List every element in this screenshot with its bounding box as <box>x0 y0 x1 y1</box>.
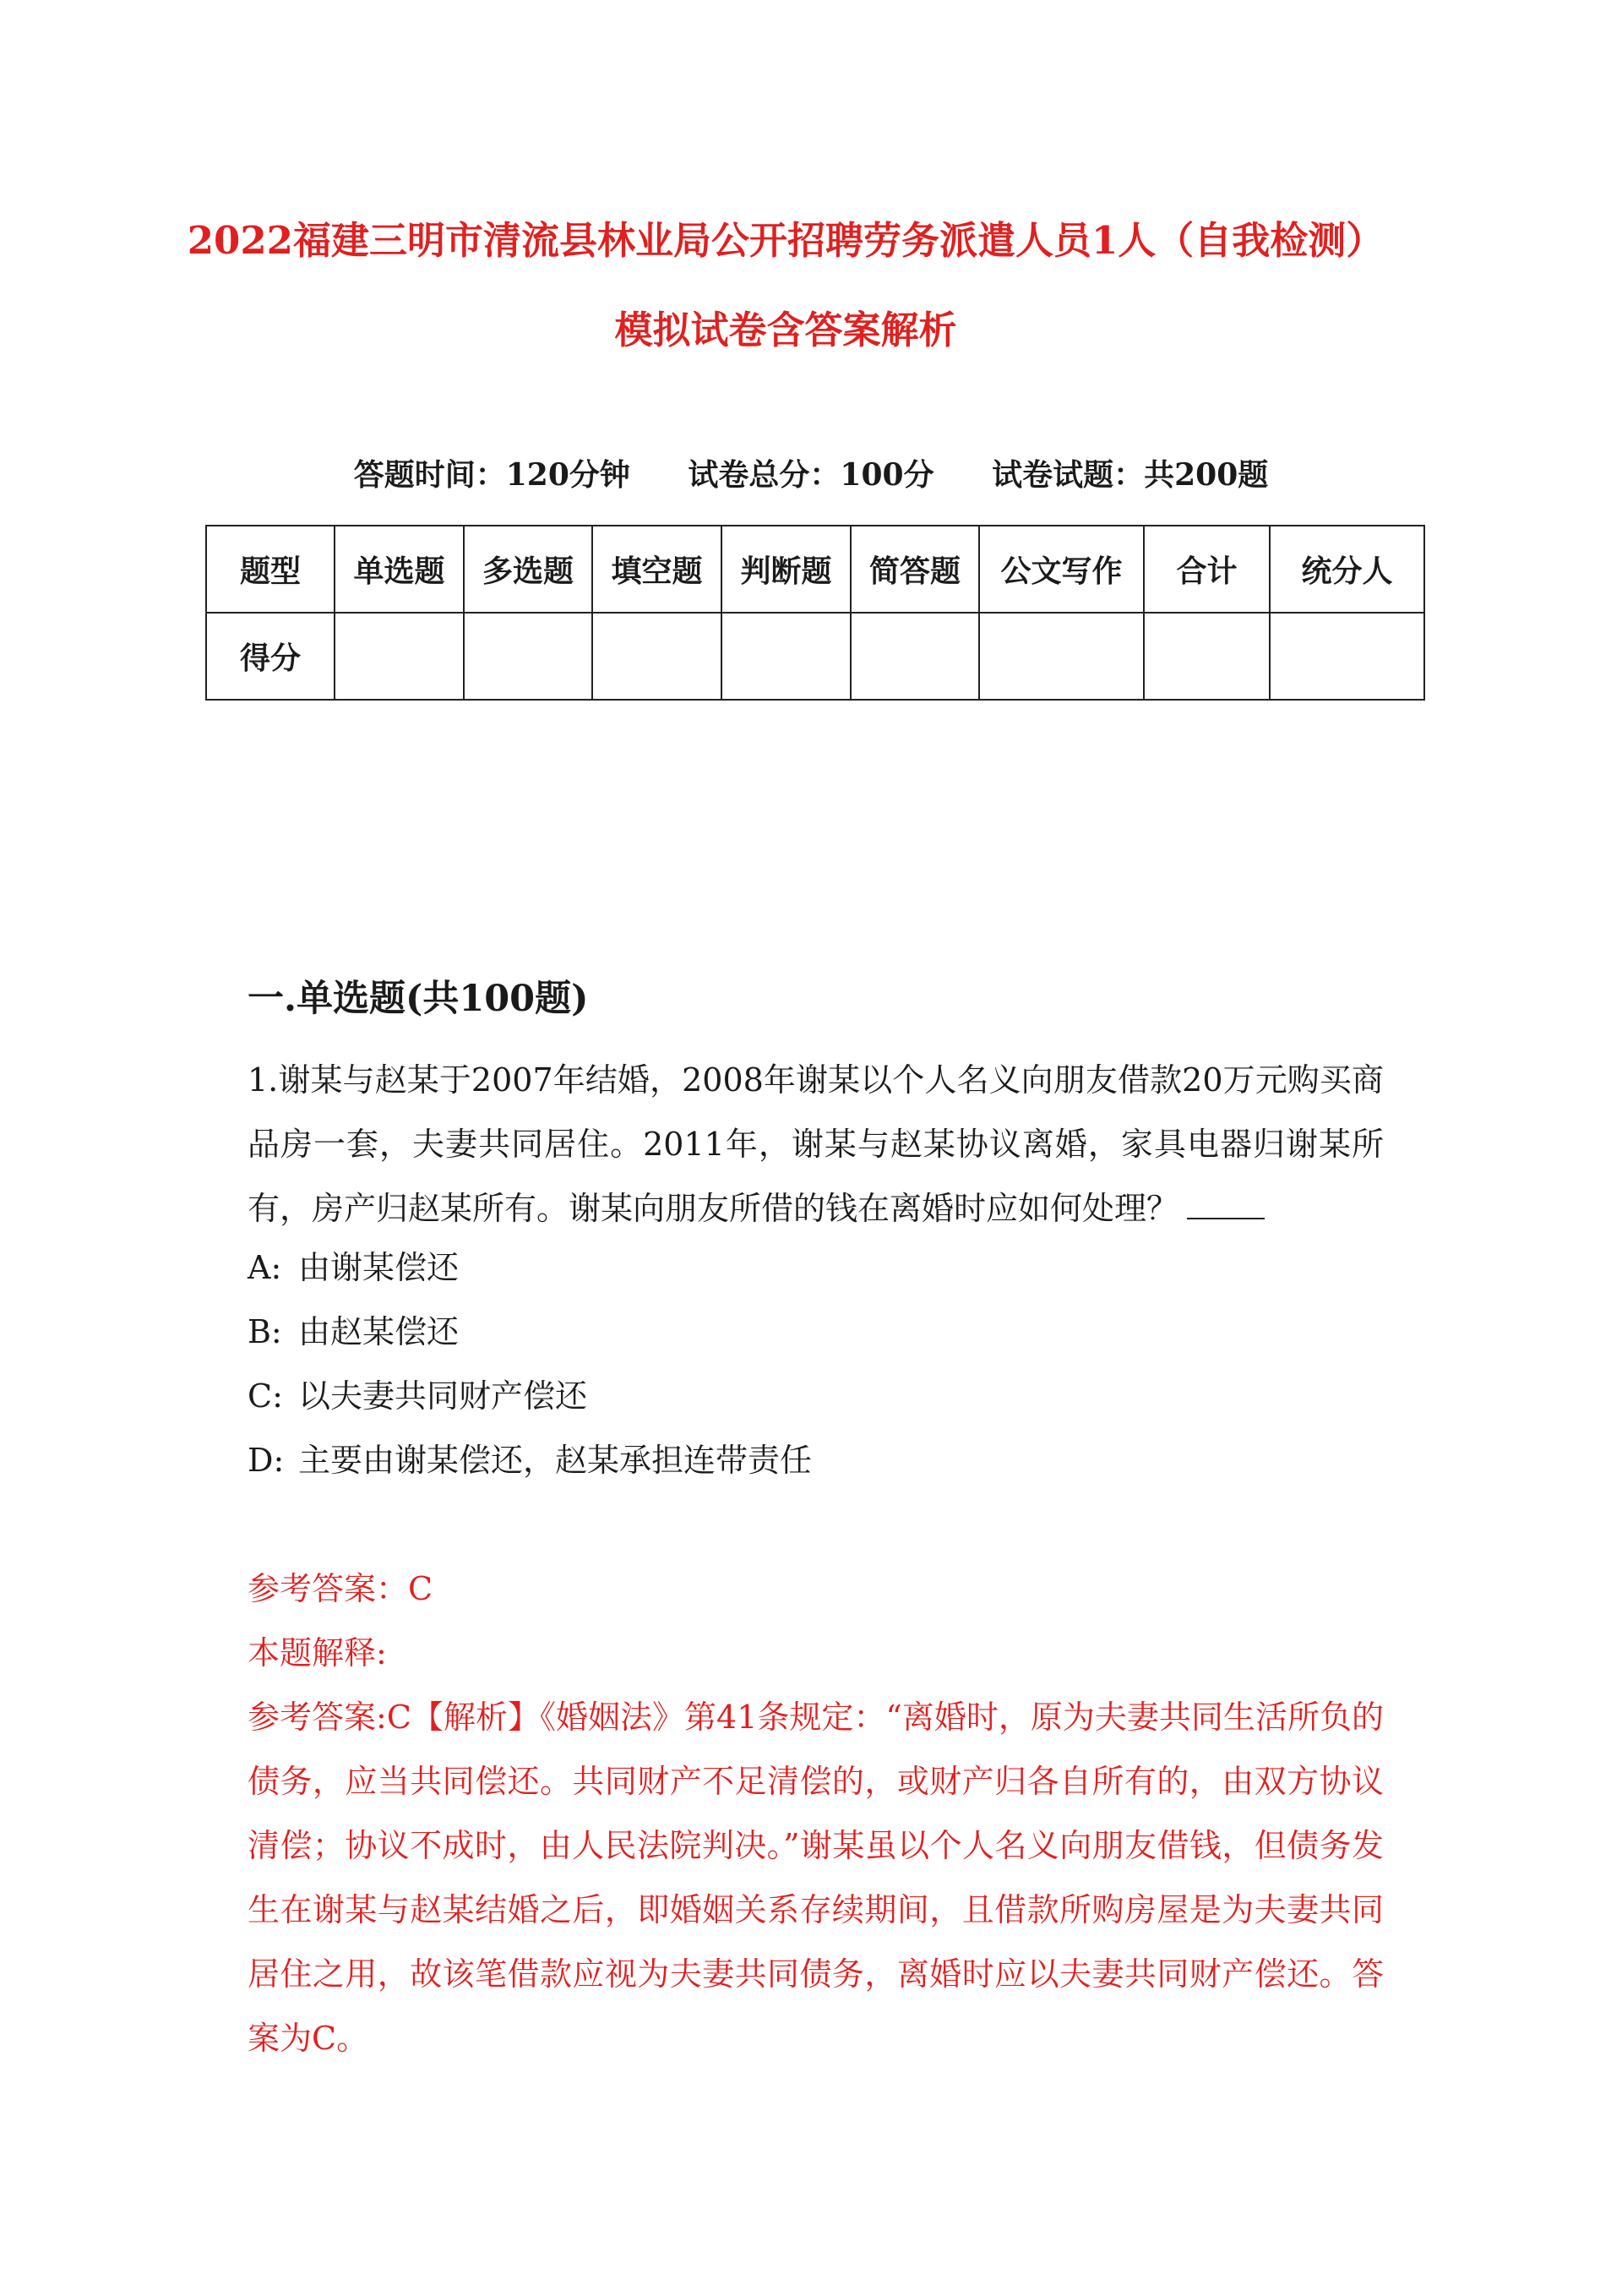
option-text: 由谢某偿还 <box>298 1249 460 1286</box>
table-header-cell: 统分人 <box>1270 526 1424 613</box>
score-cell <box>335 613 464 700</box>
option-text: 由赵某偿还 <box>298 1313 460 1350</box>
table-header-cell: 题型 <box>206 526 335 613</box>
question-body: 谢某与赵某于2007年结婚，2008年谢某以个人名义向朋友借款20万元购买商品房一套，夫妻共同居住。2011年，谢某与赵某协议离婚，家具电器归谢某所有，房产归赵某所有。谢某向朋友所借的钱在离婚时应如何处理？ <box>248 1061 1384 1227</box>
explanation-label: 本题解释: <box>248 1634 387 1672</box>
option-c <box>248 1364 812 1428</box>
score-cell <box>979 613 1144 700</box>
option-a <box>248 1235 812 1300</box>
question-text <box>248 1048 1384 1241</box>
score-cell <box>592 613 721 700</box>
score-cell <box>721 613 851 700</box>
score-cell <box>464 613 592 700</box>
option-letter: C: <box>248 1377 283 1415</box>
option-text: 以夫妻共同财产偿还 <box>298 1377 588 1415</box>
table-row-label: 得分 <box>206 613 335 700</box>
exam-question-count: 试卷试题：共200题 <box>992 457 1269 493</box>
option-letter: D: <box>248 1442 285 1479</box>
option-letter: B: <box>248 1313 282 1350</box>
table-header-cell: 多选题 <box>464 526 592 613</box>
option-text: 主要由谢某偿还，赵某承担连带责任 <box>298 1442 813 1479</box>
exam-info <box>0 450 1622 500</box>
table-header-cell: 单选题 <box>335 526 464 613</box>
exam-time: 答题时间：120分钟 <box>353 457 630 493</box>
question-number: 1. <box>248 1061 279 1099</box>
option-letter: A: <box>248 1249 282 1286</box>
reference-answer: 参考答案：C <box>248 1570 433 1607</box>
option-b <box>248 1300 812 1364</box>
score-table-score-row <box>206 613 1424 700</box>
table-header-cell: 合计 <box>1144 526 1270 613</box>
options-list <box>248 1235 812 1492</box>
table-header-cell: 简答题 <box>851 526 979 613</box>
section-heading: 一.单选题(共100题) <box>248 978 589 1020</box>
score-cell <box>1144 613 1270 700</box>
explanation-text: 参考答案:C【解析】《婚姻法》第41条规定：“离婚时，原为夫妻共同生活所负的债务，应当共同偿还。共同财产不足清偿的，或财产归各自所有的，由双方协议清偿；协议不成时，由人民法院判决。”谢某虽以个人名义向朋友借钱，但债务发生在谢某与赵某结婚之后，即婚姻关系存续期间，且借款所购房屋是为夫妻共同居住之用，故该笔借款应视为夫妻共同债务，离婚时应以夫妻共同财产偿还。答案为C。 <box>248 1699 1384 2057</box>
score-table <box>205 525 1425 701</box>
score-table-header-row <box>206 526 1424 613</box>
exam-total-score: 试卷总分：100分 <box>688 457 934 493</box>
option-d <box>248 1428 812 1492</box>
document-title: 2022福建三明市清流县林业局公开招聘劳务派遣人员1人（自我检测）模拟试卷含答案解析 <box>187 218 1385 352</box>
table-header-cell: 填空题 <box>592 526 721 613</box>
score-cell <box>851 613 979 700</box>
table-header-cell: 判断题 <box>721 526 851 613</box>
answer-blank <box>1187 1189 1265 1219</box>
score-cell <box>1270 613 1424 700</box>
table-header-cell: 公文写作 <box>979 526 1144 613</box>
